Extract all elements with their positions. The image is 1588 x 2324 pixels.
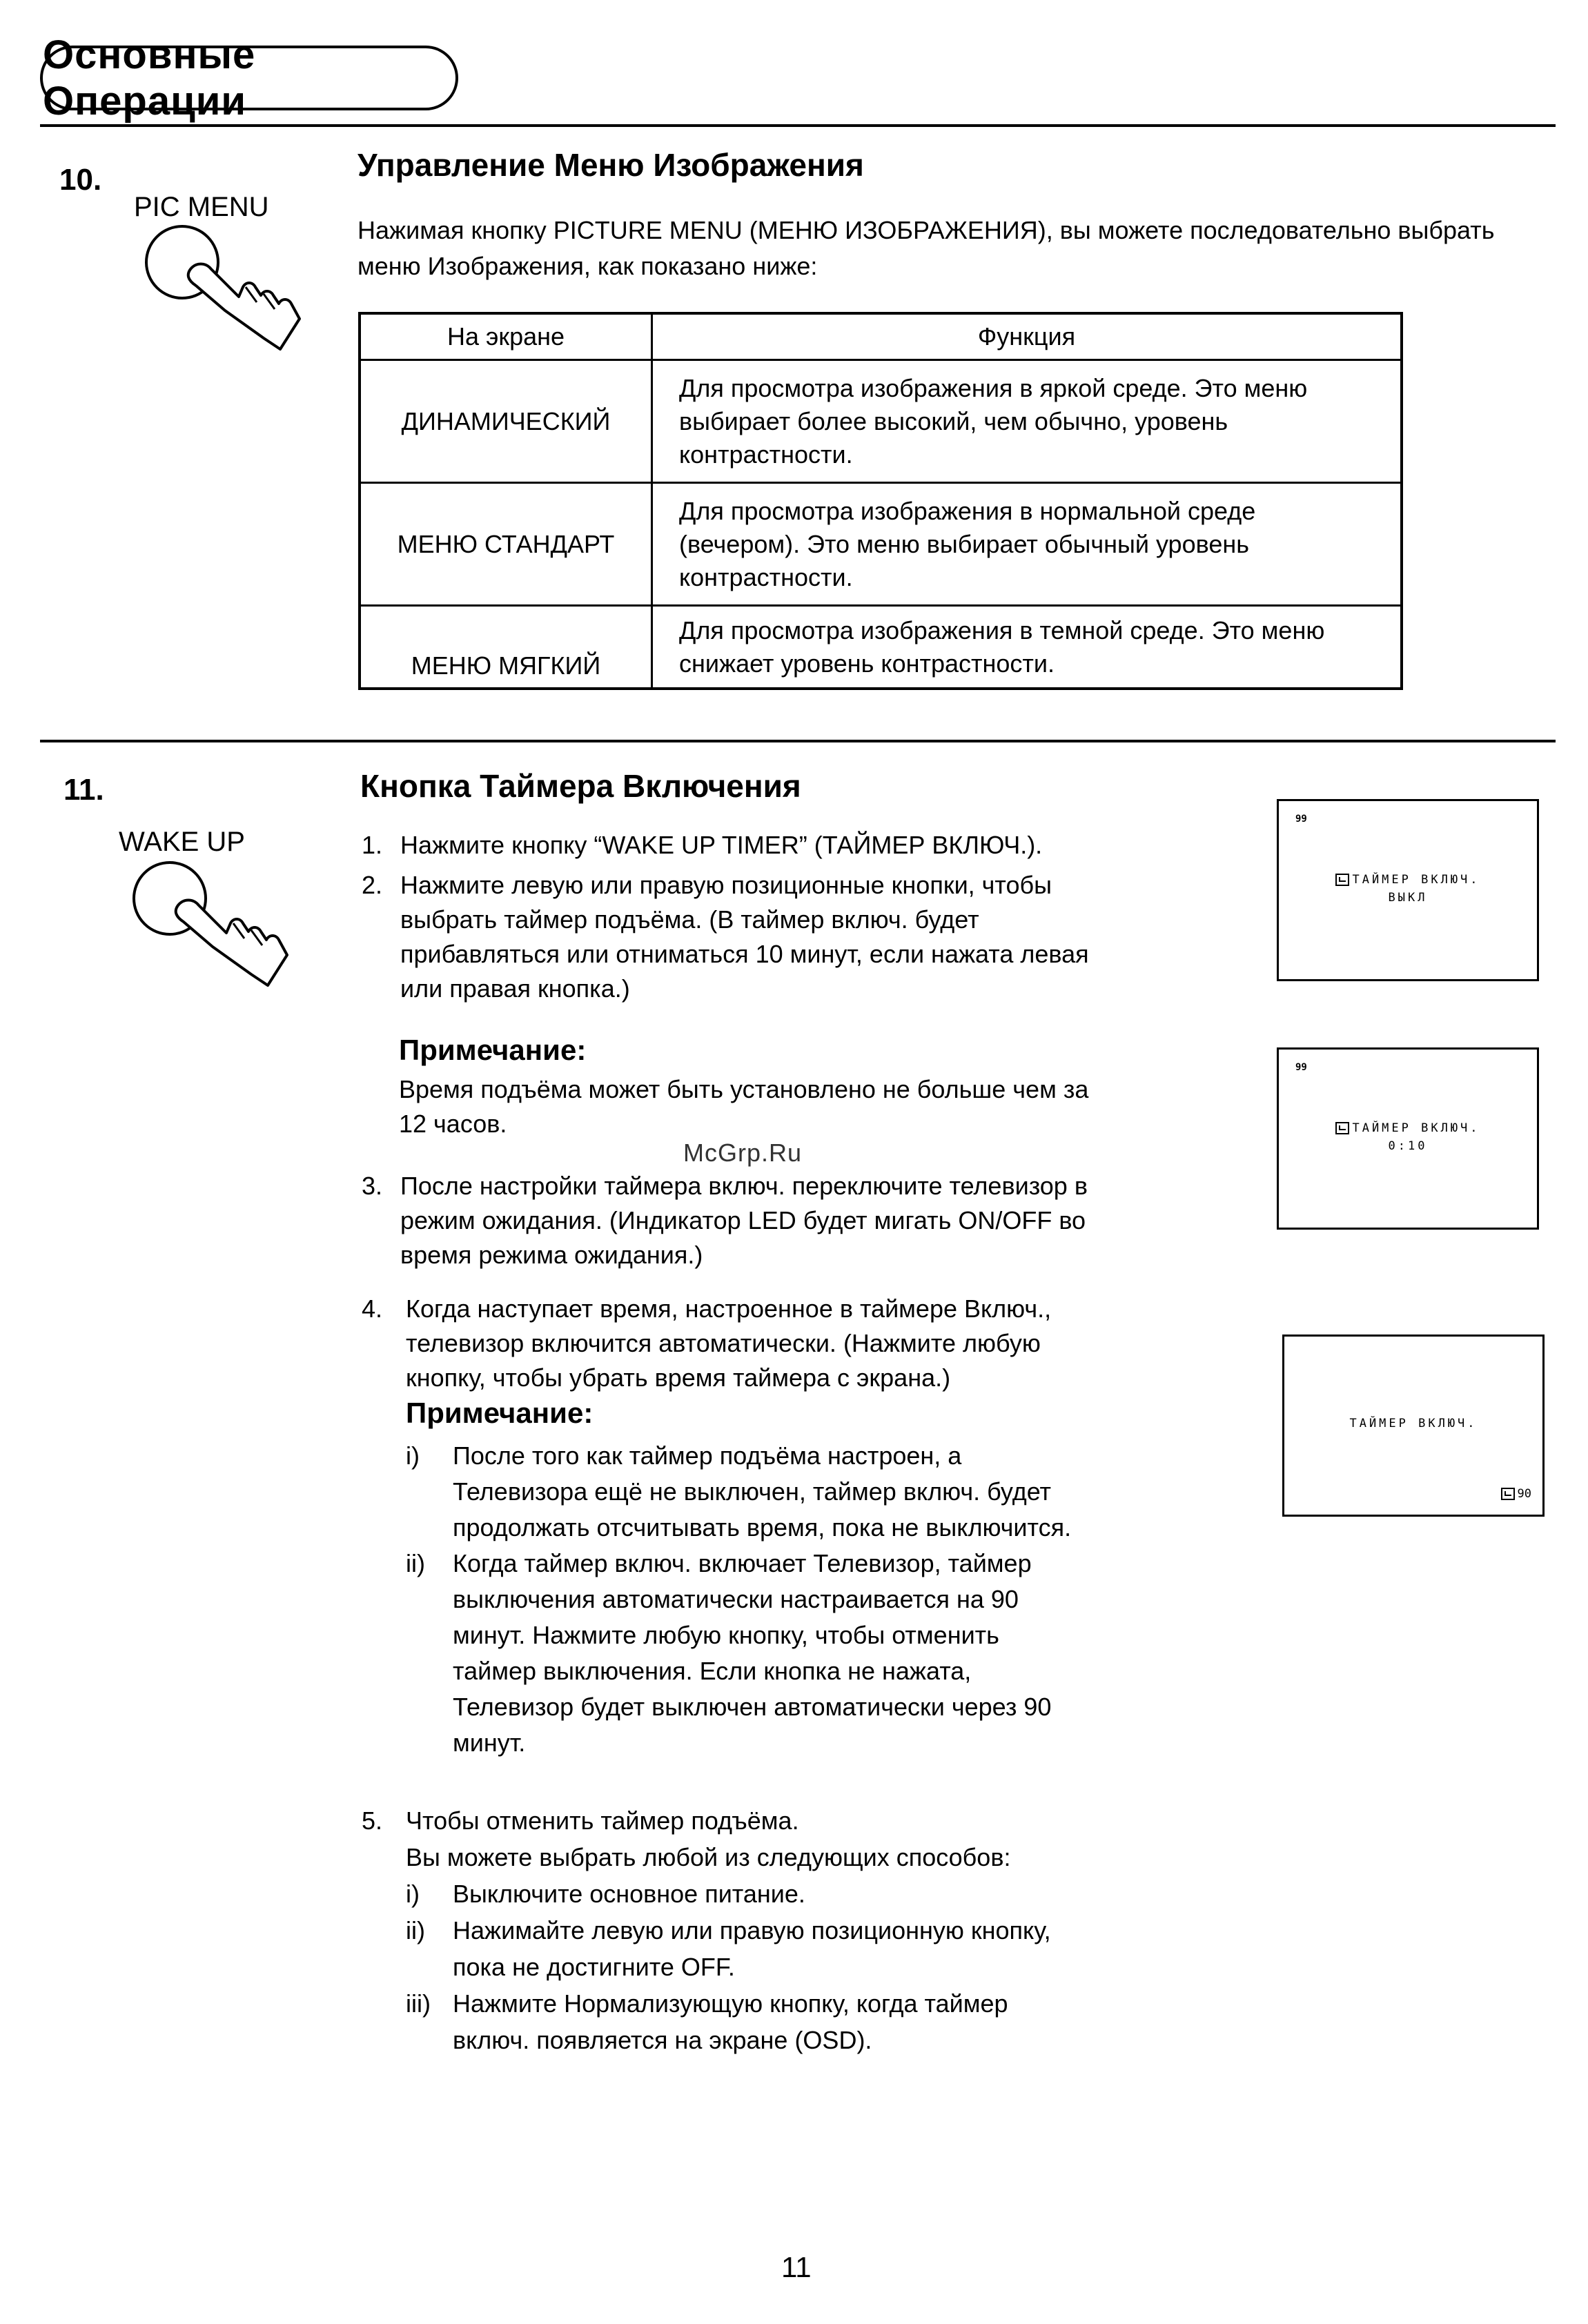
list-item: 2. Нажмите левую или правую позиционные кнопки, чтобы выбрать таймер подъёма. (В таймер включ. будет прибавляться или отниматься 10 минут, если нажата левая или правая кнопка.) (362, 871, 1089, 1003)
table-cell-screen: МЕНЮ МЯГКИЙ (360, 606, 652, 689)
timer-icon (1335, 1122, 1349, 1134)
table-row (360, 606, 1402, 689)
osd-line: ТАЙМЕР ВКЛЮЧ. (1352, 873, 1480, 887)
osd-line: ТАЙМЕР ВКЛЮЧ. (1349, 1417, 1478, 1430)
section-10-intro: Нажимая кнопку PICTURE MENU (МЕНЮ ИЗОБРАЖЕНИЯ), вы можете последовательно выбрать меню Изображения, как показано ниже: (357, 216, 1495, 280)
list-item: iii) Нажмите Нормализующую кнопку, когда таймер включ. появляется на экране (OSD). (406, 1989, 1008, 2054)
osd-screen-off (1277, 799, 1539, 981)
hand-press-icon (142, 221, 308, 352)
osd-screen-10min (1277, 1047, 1539, 1230)
picture-menu-table (358, 312, 1403, 690)
osd-badge: 90 (1517, 1487, 1531, 1501)
hand-press-icon (130, 857, 295, 988)
osd-channel: 99 (1295, 1062, 1307, 1073)
step-3: 3. После настройки таймера включ. переключите телевизор в режим ожидания. (Индикатор LED будет мигать ON/OFF во время режима ожидания.) (362, 1172, 1088, 1269)
step-4: 4. Когда наступает время, настроенное в таймере Включ., телевизор включится автоматически. (Нажмите любую кнопку, чтобы убрать время таймера с экрана.) (362, 1294, 1052, 1392)
table-cell-function: Для просмотра изображения в темной среде. Это меню снижает уровень контрастности. (652, 606, 1402, 689)
table-cell-function: Для просмотра изображения в нормальной среде (вечером). Это меню выбирает обычный уровень контрастности. (652, 483, 1402, 606)
section-10-number: 10. (59, 163, 102, 197)
table-cell-function: Для просмотра изображения в яркой среде. Это меню выбирает более высокий, чем обычно, уровень контрастности. (652, 360, 1402, 483)
section-11-number: 11. (63, 773, 104, 807)
timer-icon (1335, 874, 1349, 886)
osd-channel: 99 (1295, 814, 1307, 825)
list-item: ii) Нажимайте левую или правую позиционную кнопку, пока не достигните OFF. (406, 1916, 1051, 1981)
osd-screen-wake (1282, 1335, 1545, 1517)
section-divider (40, 740, 1556, 742)
step-5: 5. Чтобы отменить таймер подъёма. Вы можете выбрать любой из следующих способов: i) Выключите основное питание. ii) Нажимайте левую или правую позиционную кнопку, пока не достигните OFF. iii) Нажмите Нормализующую кнопку, когда таймер включ. появляется на экране (OSD). (362, 1802, 1162, 2058)
section-10-title: Управление Меню Изображения (357, 147, 864, 183)
osd-value: ВЫКЛ (1388, 891, 1428, 905)
table-row (360, 360, 1402, 483)
note-1-text: Время подъёма может быть установлено не больше чем за 12 часов. (399, 1075, 1089, 1138)
sleep-timer-icon (1501, 1488, 1515, 1500)
header-rule (40, 124, 1556, 127)
section-11-title: Кнопка Таймера Включения (360, 768, 801, 804)
pic-menu-button-label: PIC MENU (134, 192, 269, 222)
steps-1-2 (362, 828, 1162, 1006)
table-cell-screen: МЕНЮ СТАНДАРТ (360, 483, 652, 606)
table-row (360, 483, 1402, 606)
note-2-heading: Примечание: (406, 1397, 594, 1429)
list-item: i) После того как таймер подъёма настроен, а Телевизора ещё не выключен, таймер включ. будет продолжать отсчитывать время, пока не выключится. (406, 1441, 1072, 1542)
watermark: McGrp.Ru (683, 1139, 803, 1167)
page-header-title: Основные Операции (40, 46, 458, 110)
osd-line: ТАЙМЕР ВКЛЮЧ. (1352, 1121, 1480, 1135)
table-header-screen: На экране (360, 313, 652, 360)
list-item: 1. Нажмите кнопку “WAKE UP TIMER” (ТАЙМЕР ВКЛЮЧ.). (362, 831, 1043, 859)
table-header-function: Функция (652, 313, 1402, 360)
page-number: 11 (781, 2251, 812, 2283)
table-cell-screen: ДИНАМИЧЕСКИЙ (360, 360, 652, 483)
note-1-heading: Примечание: (399, 1034, 587, 1066)
list-item: i) Выключите основное питание. (406, 1880, 805, 1908)
osd-value: 0:10 (1388, 1139, 1428, 1153)
note-2-items (406, 1438, 1137, 1761)
wake-up-button-label: WAKE UP (119, 827, 245, 857)
list-item: ii) Когда таймер включ. включает Телевизор, таймер выключения автоматически настраивается на 90 минут. Нажмите любую кнопку, чтобы отменить таймер выключения. Если кнопка не нажата, Телевизор будет выключен автоматически через 90 минут. (406, 1549, 1052, 1757)
